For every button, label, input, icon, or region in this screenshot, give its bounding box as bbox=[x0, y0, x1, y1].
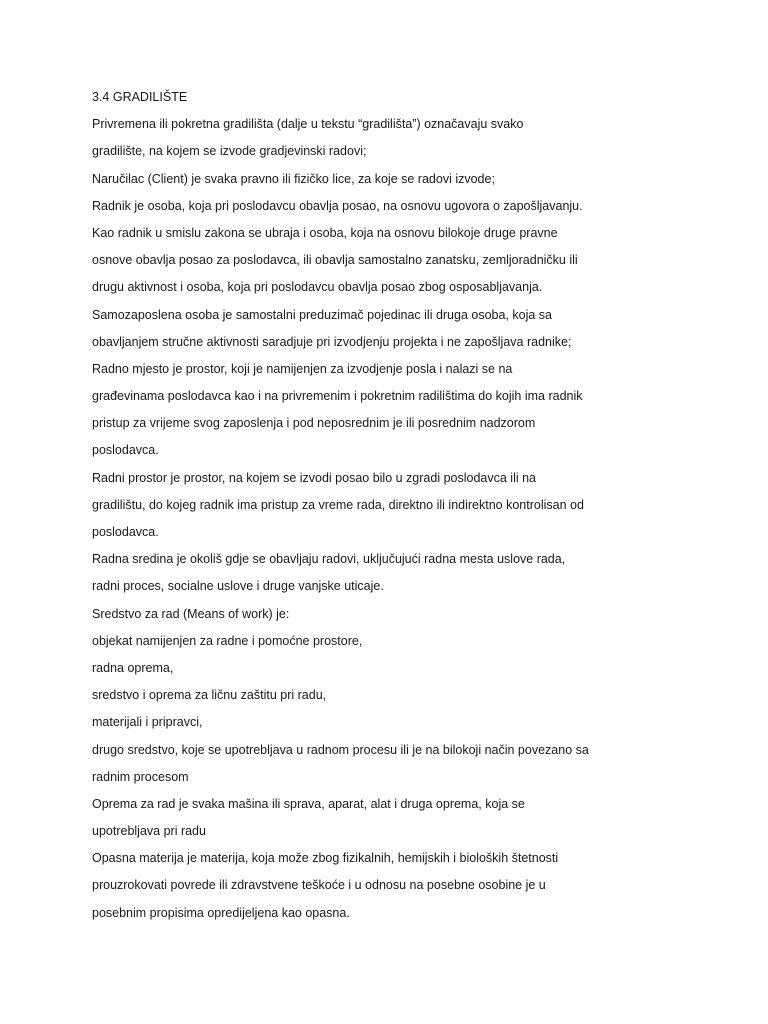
list-item: drugo sredstvo, koje se upotrebljava u radnom procesu ili je na bilokoji način povezano sa bbox=[92, 742, 589, 757]
text-line: pristup za vrijeme svog zaposlenja i pod neposrednim je ili posrednim nadzorom bbox=[92, 416, 536, 431]
text-line: radni proces, socialne uslove i druge vanjske uticaje. bbox=[92, 579, 384, 594]
text-line: gradilištu, do kojeg radnik ima pristup za vreme rada, direktno ili indirektno kontrolisan od bbox=[92, 497, 584, 512]
list-item: materijali i pripravci, bbox=[92, 715, 203, 730]
text-line: Samozaposlena osoba je samostalni preduzimač pojedinac ili druga osoba, koja sa bbox=[92, 307, 552, 322]
text-line: gradilište, na kojem se izvode gradjevinski radovi; bbox=[92, 144, 367, 159]
text-line: poslodavca. bbox=[92, 443, 159, 458]
text-line: Oprema za rad je svaka mašina ili sprava, aparat, alat i druga oprema, koja se bbox=[92, 796, 525, 811]
text-line: poslodavca. bbox=[92, 525, 159, 539]
text-line: Radnik je osoba, koja pri poslodavcu obavlja posao, na osnovu ugovora o zapošljavanju. bbox=[92, 198, 583, 213]
list-item: radna oprema, bbox=[92, 660, 174, 675]
text-line: upotrebljava pri radu bbox=[92, 824, 206, 839]
text-line: Privremena ili pokretna gradilišta (dalje u tekstu “gradilišta”) označavaju svako bbox=[92, 117, 524, 132]
list-item: sredstvo i oprema za ličnu zaštitu pri radu, bbox=[92, 688, 327, 703]
document-body bbox=[92, 84, 652, 927]
text-line: radnim procesom bbox=[92, 769, 189, 784]
section-heading: 3.4 GRADILIŠTE bbox=[92, 90, 188, 104]
text-line: Opasna materija je materija, koja može zbog fizikalnih, hemijskih i bioloških štetnosti bbox=[92, 851, 559, 866]
text-line: Naručilac (Client) je svaka pravno ili fizičko lice, za koje se radovi izvode; bbox=[92, 171, 495, 186]
text-line: Radno mjesto je prostor, koji je namijenjen za izvodjenje posla i nalazi se na bbox=[92, 361, 513, 376]
text-line: Radni prostor je prostor, na kojem se izvodi posao bilo u zgradi poslodavca ili na bbox=[92, 470, 536, 485]
text-line: osnove obavlja posao za poslodavca, ili obavlja samostalno zanatsku, zemljoradničku ili bbox=[92, 253, 578, 268]
text-line: Kao radnik u smislu zakona se ubraja i osoba, koja na osnovu bilokoje druge pravne bbox=[92, 225, 558, 240]
text-line: posebnim propisima opredijeljena kao opasna. bbox=[92, 905, 350, 920]
text-line: Sredstvo za rad (Means of work) je: bbox=[92, 606, 290, 621]
list-item: objekat namijenjen za radne i pomoćne prostore, bbox=[92, 633, 363, 648]
text-line: građevinama poslodavca kao i na privremenim i pokretnim radilištima do kojih ima radnik bbox=[92, 389, 583, 404]
text-line: drugu aktivnost i osoba, koja pri poslodavcu obavlja posao zbog osposabljavanja. bbox=[92, 280, 543, 295]
text-line: obavljanjem stručne aktivnosti saradjuje pri izvodjenju projekta i ne zapošljava radnike; bbox=[92, 334, 572, 349]
text-line: Radna sredina je okoliš gdje se obavljaju radovi, uključujući radna mesta uslove rada, bbox=[92, 552, 566, 567]
text-line: prouzrokovati povrede ili zdravstvene teškoće i u odnosu na posebne osobine je u bbox=[92, 878, 546, 893]
